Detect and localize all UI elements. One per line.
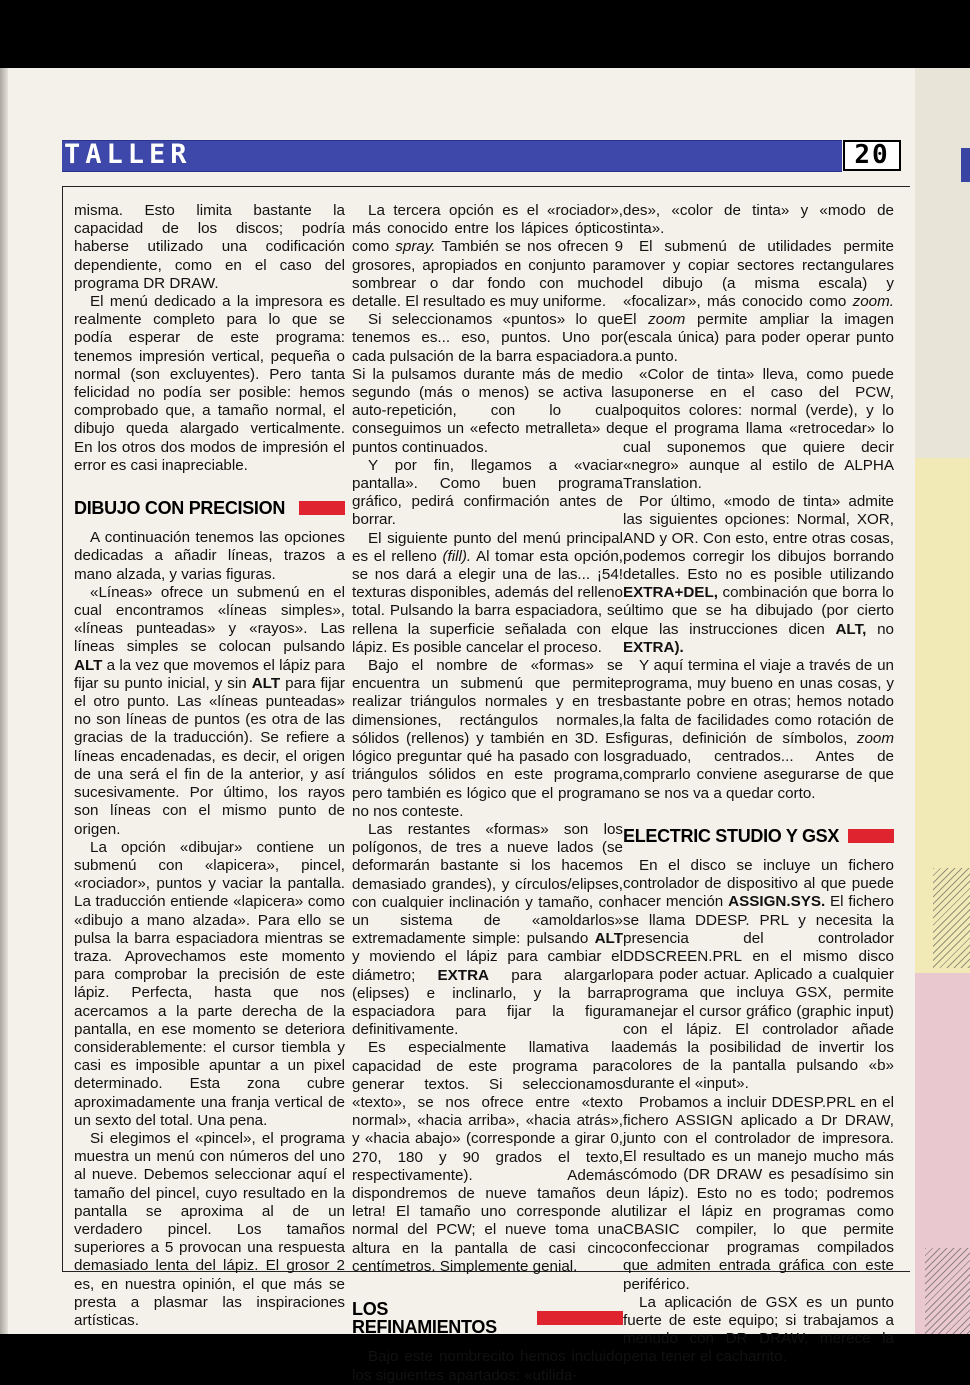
column-2 bbox=[352, 202, 623, 1385]
paragraph: Si seleccionamos «puntos» lo que tenemos es... eso, puntos. Uno por cada pulsación de la barra espaciadora. Si la pulsamos durante más de medio segundo (más o menos) se activa la auto-repetición, con lo cual conseguimos un «efecto metralleta» de puntos continuados. bbox=[352, 311, 623, 456]
section-heading bbox=[623, 827, 894, 845]
paragraph: La tercera opción es el «rociador», más conocido entre los lápices ópticos como spray. También se nos ofrecen 9 grosores, apropiados en conjunto para sombrear o dar fondo con mucho detalle. El resultado es muy uniforme. bbox=[352, 202, 624, 311]
paragraph: Por último, «modo de tinta» admite las siguientes opciones: Normal, XOR, AND y OR. Con esto, entre otras cosas, podemos corregir los dibujos borrando detalles. Esto no es posible utilizando EXTRA+DEL, combinación que borra lo último que se ha dibujado (por cierto que las instrucciones dicen ALT, no EXTRA). bbox=[623, 493, 894, 656]
adjacent-page-illustration bbox=[933, 868, 970, 968]
adjacent-page-illustration bbox=[925, 1248, 970, 1334]
column-3 bbox=[623, 202, 894, 1367]
paragraph: Bajo el nombre de «formas» se encuentra un submenú que permite realizar triángulos normales y en tres dimensiones, rectángulos normales, sólidos (rellenos) y también en 3D. Es lógico preguntar qué ha pasado con los triángulos sólidos en este programa, pero también es lógico que el programa no nos conteste. bbox=[352, 657, 623, 820]
paragraph: «Líneas» ofrece un submenú en el cual encontramos «líneas simples», «líneas punteadas» y «rayos». Las líneas simples se colocan pulsando ALT a la vez que movemos el lápiz para fijar su punto inicial, y sin ALT para fijar el otro punto. Las «líneas punteadas» no son líneas de puntos (es otra de las gracias de la traducción). Se refiere a líneas encadenadas, es decir, el origen de una será el fin de la anterior, y así sucesivamente. Por último, los rayos son líneas con el mismo punto de origen. bbox=[74, 583, 345, 838]
heading-text: ELECTRIC STUDIO Y GSX bbox=[623, 825, 840, 846]
heading-red-bar bbox=[299, 501, 345, 515]
paragraph: Y por fin, llegamos a «vaciar pantalla». Como buen programa gráfico, pedirá confirmación antes de borrar. bbox=[352, 456, 623, 529]
paragraph: La opción «dibujar» contiene un submenú con «lapicera», pincel, «rociador», puntos y vaciar la pantalla. La traducción entiende «lapicera» como «dibujo a mano alzada». Para ello se pulsa la barra espaciadora mientras se traza. Aprovechamos este momento para comprobar la precisión de este lápiz. Perfecta, hasta que nos acercamos a la parte derecha de la pantalla, en ese momento se deteriora considerablemente: el cursor tiembla y casi es imposible apuntar a un pixel determinado. Esta zona cubre aproximadamente una franja vertical de un sexto del total. Una pena. bbox=[74, 838, 345, 1129]
page-edge bbox=[0, 68, 8, 1334]
paragraph: El siguiente punto del menú principal es el relleno (fill). Al tomar esta opción, se nos dará a elegir una de las... ¡54! texturas disponibles, además del relleno total. Pulsando la barra espaciadora, se rellena la superficie señalada con el lápiz. Es posible cancelar el proceso. bbox=[352, 529, 624, 656]
paragraph: En el disco se incluye un fichero controlador de dispositivo al que puede hacer mención ASSIGN.SYS. El fichero se llama DDESP. PRL y necesita la presencia del controlador DDSCREEN.PRL en el mismo disco para poder actuar. Aplicado a cualquier programa que incluya GSX, permite manejar el cursor gráfico (graphic input) con el lápiz. El controlador añade además la posibilidad de invertir los colores de la pantalla pulsando «b» durante el «input». bbox=[623, 856, 894, 1093]
column-1 bbox=[74, 202, 345, 1330]
paragraph: La aplicación de GSX es un punto fuerte de este equipo; si trabajamos a menudo con DR DRAW, merece la pena tener el cacharrito. bbox=[623, 1293, 894, 1366]
paragraph: El submenú de utilidades permite mover y copiar sectores rectangulares del dibujo (a misma escala) y «focalizar», más conocido como zoom. El zoom permite ampliar la imagen (escala única) para poder operar punto a punto. bbox=[623, 238, 894, 365]
heading-text: DIBUJO CON PRECISION bbox=[74, 498, 286, 519]
paragraph: Es especialmente llamativa la capacidad de este programa para generar textos. Si seleccionamos «texto», se nos ofrece entre «texto normal», «hacia arriba», «hacia atrás», y «hacia abajo» (corresponde a girar 0, 270, 180 y 90 grados el texto, respectivamente). Además dispondremos de nueve tamaños de letra! El tamaño uno corresponde al normal del PCW; el nueve toma una altura en la pantalla de casi cinco centímetros. Simplemente genial. bbox=[352, 1039, 623, 1275]
heading-red-bar bbox=[848, 829, 894, 843]
paragraph: El menú dedicado a la impresora es realmente completo para lo que se podía esperar de este programa: tenemos impresión vertical, pequeña o normal (son excluyentes). Pero tanta felicidad no podía ser posible: hemos comprobado que, a tamaño normal, el dibujo queda alargado verticalmente. En los otros dos modos de impresión el error es casi inapreciable. bbox=[74, 293, 345, 474]
paragraph: Y aquí termina el viaje a través de un programa, muy bueno en unas cosas, y bastante pobre en otras; hemos notado la falta de facilidades como rotación de figuras, definición de símbolos, zoom graduado, centrados... Antes de comprarlo conviene asegurarse de que no se nos va a quedar corto. bbox=[623, 657, 894, 802]
heading-text: LOS REFINAMIENTOS bbox=[352, 1298, 497, 1338]
section-title: TALLER bbox=[64, 139, 192, 170]
paragraph: Probamos a incluir DDESP.PRL en el fichero ASSIGN aplicado a Dr DRAW, junto con el controlador de impresora. El resultado es un manejo mucho más cómodo (DR DRAW es pesadísimo sin un lápiz). Esto no es todo; podremos utilizar el lápiz en programas como CBASIC compiler, lo que permite confeccionar programas compilados que admiten entrada gráfica con este periférico. bbox=[623, 1093, 894, 1293]
page-number: 20 bbox=[843, 140, 901, 171]
section-heading bbox=[74, 499, 345, 517]
paragraph: misma. Esto limita bastante la capacidad de los discos; podría haberse utilizado una codificación dependiente, como en el caso del programa DR DRAW. bbox=[74, 202, 345, 292]
paragraph: A continuación tenemos las opciones dedicadas a añadir líneas, trazos a mano alzada, y varias figuras. bbox=[74, 529, 345, 583]
paragraph: «Color de tinta» lleva, como puede suponerse en el caso del PCW, poquitos colores: normal (verde), y lo que el programa llama «retrocedar» lo cual suponemos que quiere decir «negro» aunque al estilo de ALPHA Translation. bbox=[623, 365, 894, 493]
paragraph: des», «color de tinta» y «modo de tinta». bbox=[623, 202, 894, 238]
adjacent-page bbox=[915, 68, 970, 1334]
paragraph: Bajo este nombrecito hemos incluido los siguientes apartados: «utilida- bbox=[352, 1348, 623, 1384]
paragraph: Las restantes «formas» son los polígonos, de tres a nueve lados (se deformarán bastante si los hacemos demasiado grandes), y círculos/elipses, con cualquier inclinación y tamaño, con un sistema de «amoldarlos» extremadamente simple: pulsando ALT y moviendo el lápiz para cambiar el diámetro; EXTRA para alargarlo (elipses) e inclinarlo, y la barra espaciadora para fijar la figura definitivamente. bbox=[352, 820, 623, 1039]
heading-red-bar bbox=[537, 1311, 623, 1325]
adjacent-page-tab bbox=[961, 148, 970, 182]
paragraph: Si elegimos el «pincel», el programa muestra un menú con números del uno al nueve. Debemos seleccionar aquí el tamaño del pincel, cuyo resultado en la pantalla se aproxima al de un verdadero pincel. Los tamaños superiores a 5 provocan una respuesta demasiado lenta del lápiz. El grosor 2 es, en nuestra opinión, el que más se presta a plasmar las inspiraciones artísticas. bbox=[74, 1129, 345, 1329]
section-heading bbox=[352, 1300, 623, 1336]
